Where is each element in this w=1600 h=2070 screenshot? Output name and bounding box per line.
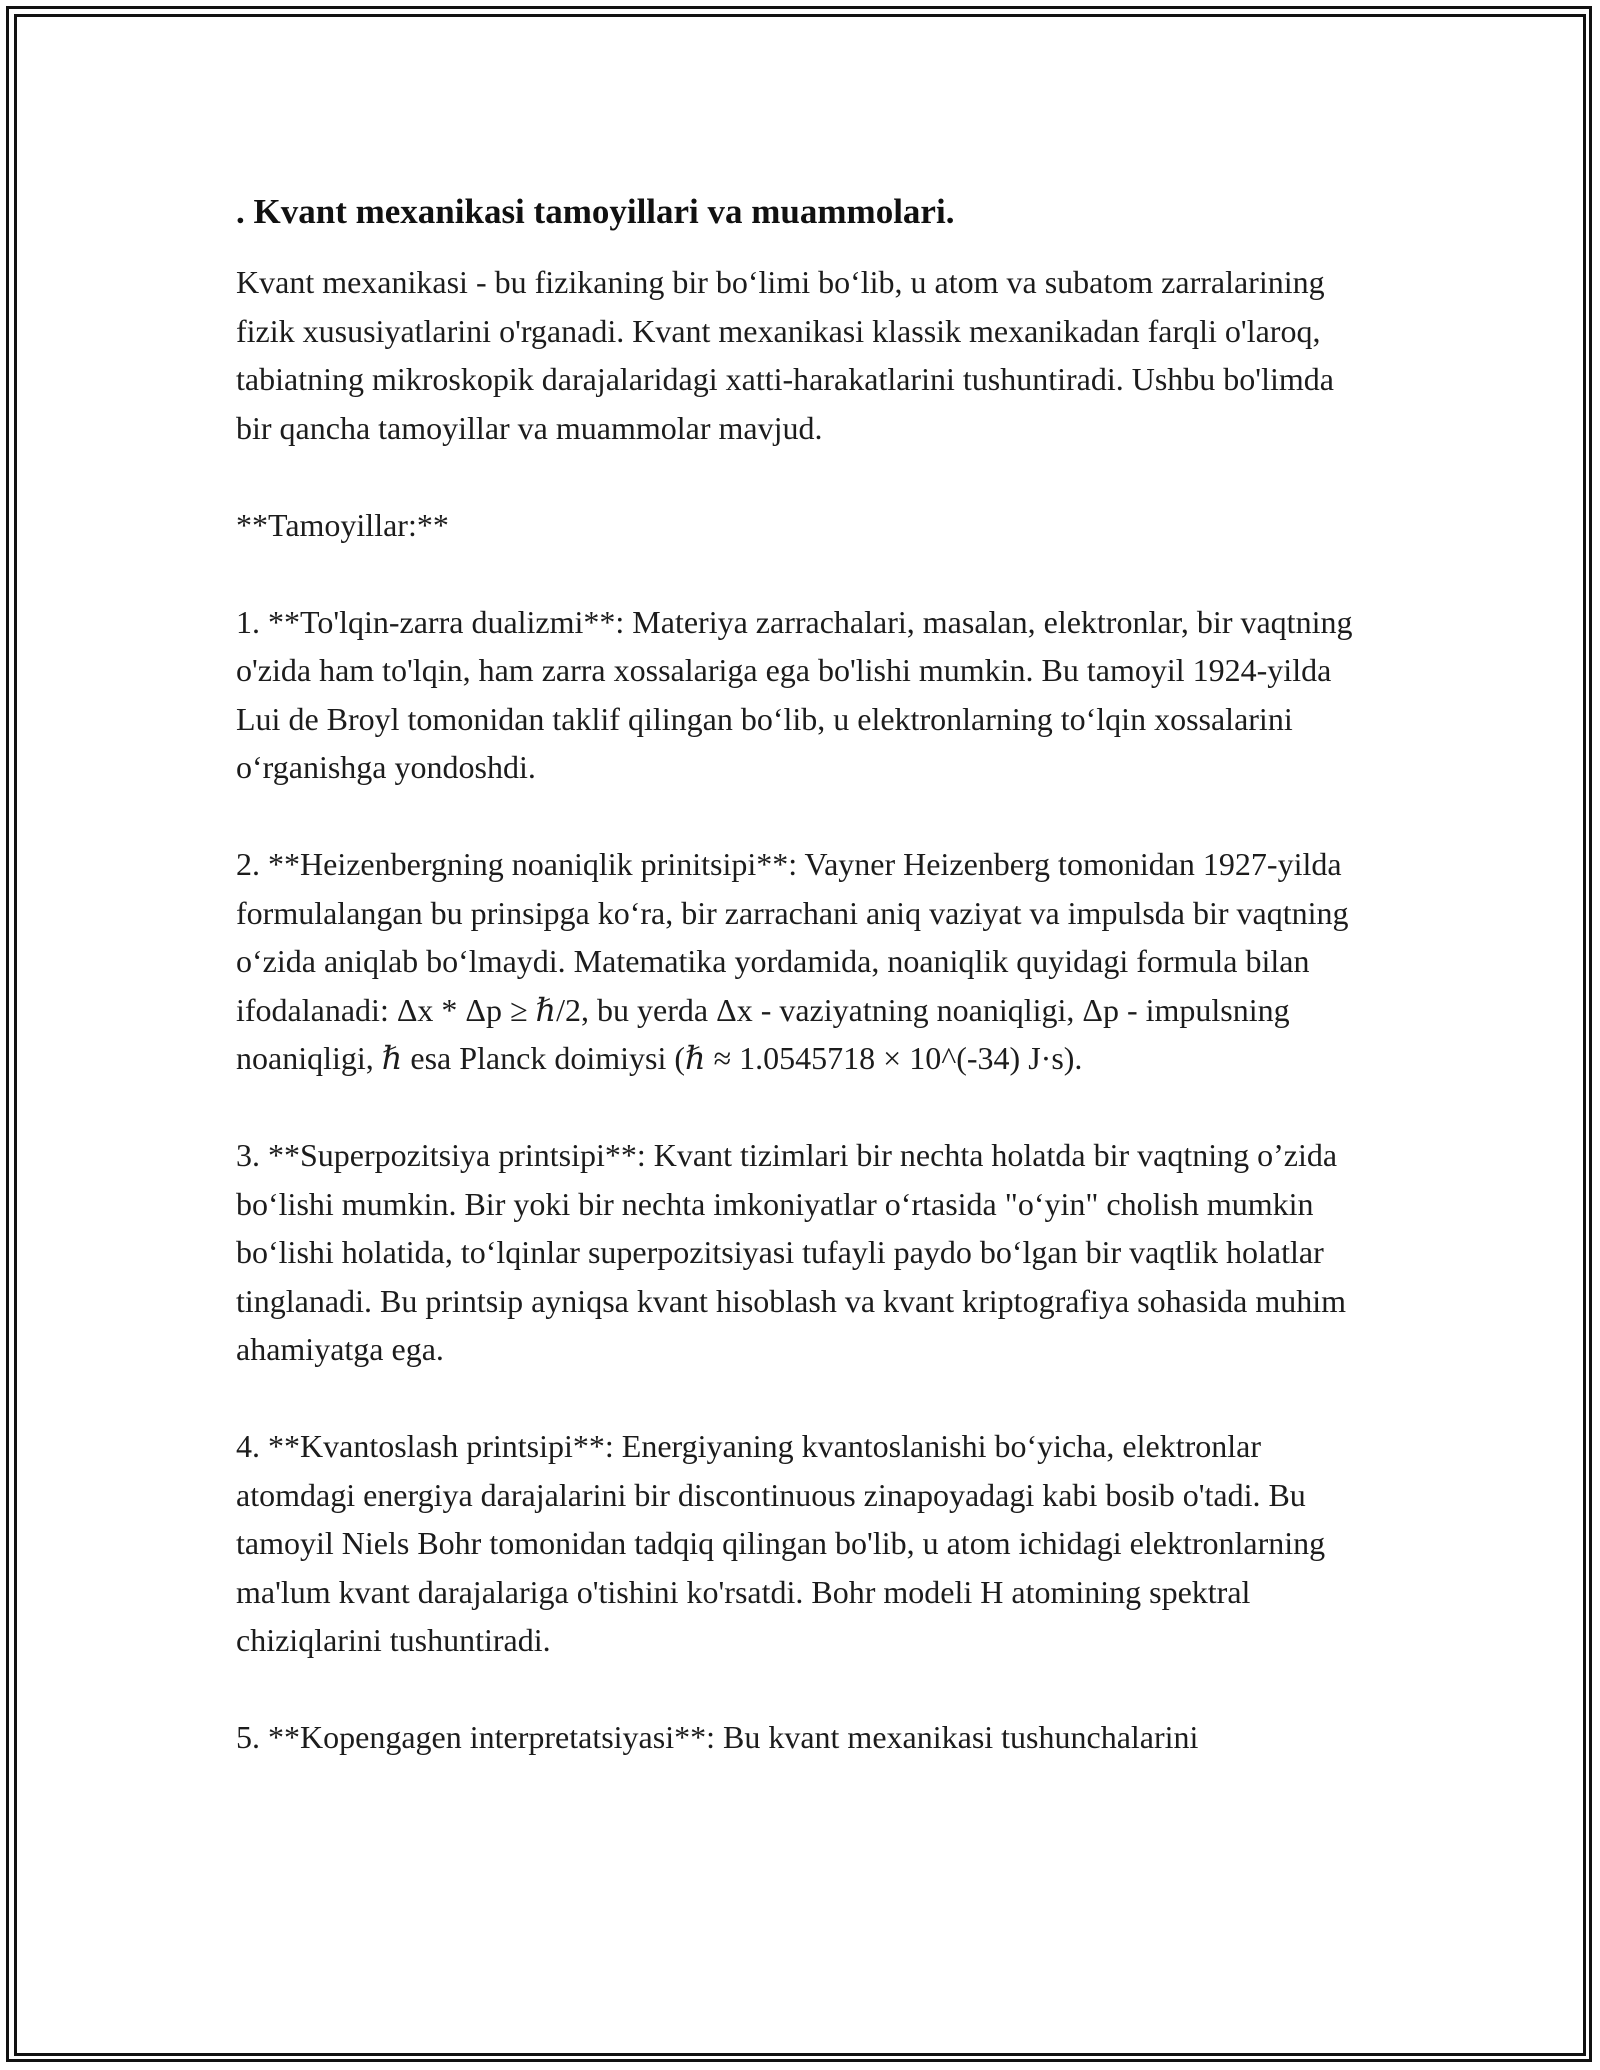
paragraph-uncertainty-principle: 2. **Heizenbergning noaniqlik prinitsipi**: Vayner Heizenberg tomonidan 1927-yilda formulalangan bu prinsipga ko‘ra, bir zarrachani aniq vaziyat va impulsda bir vaqtning o‘zida aniqlab bo‘lmaydi. Matematika yordamida, noaniqlik quyidagi formula bilan ifodalanadi: Δx * Δp ≥ ℏ/2, bu yerda Δx - vaziyatning noaniqligi, Δp - impulsning noaniqligi, ℏ esa Planck doimiysi (ℏ ≈ 1.0545718 × 10^(-34) J·s). (236, 846, 1349, 1076)
paragraph-quantization: 4. **Kvantoslash printsipi**: Energiyaning kvantoslanishi bo‘yicha, elektronlar atomdagi energiya darajalarini bir discontinuous zinapoyadagi kabi bosib o'tadi. Bu tamoyil Niels Bohr tomonidan tadqiq qilingan bo'lib, u atom ichidagi elektronlarning ma'lum kvant darajalariga o'tishini ko'rsatdi. Bohr modeli H atomining spektral chiziqlarini tushuntiradi. (236, 1428, 1326, 1658)
document-title: . Kvant mexanikasi tamoyillari va muammolari. (236, 192, 955, 231)
document-body (236, 188, 1366, 1762)
paragraph-copenhagen: 5. **Kopengagen interpretatsiyasi**: Bu kvant mexanikasi tushunchalarini (236, 1719, 1199, 1755)
paragraph-wave-particle-duality: 1. **To'lqin-zarra dualizmi**: Materiya zarrachalari, masalan, elektronlar, bir vaqtning o'zida ham to'lqin, ham zarra xossalariga ega bo'lishi mumkin. Bu tamoyil 1924-yilda Lui de Broyl tomonidan taklif qilingan bo‘lib, u elektronlarning to‘lqin xossalarini o‘rganishga yondoshdi. (236, 603, 1353, 785)
paragraph-principles-heading: **Tamoyillar:** (236, 506, 449, 543)
paragraph-intro: Kvant mexanikasi - bu fizikaning bir bo‘limi bo‘lib, u atom va subatom zarralarining fizik xususiyatlarini o'rganadi. Kvant mexanikasi klassik mexanikadan farqli o'laroq, tabiatning mikroskopik darajalaridagi xatti-harakatlarini tushuntiradi. Ushbu bo'limda bir qancha tamoyillar va muammolar mavjud. (236, 264, 1334, 446)
paragraph-superposition: 3. **Superpozitsiya printsipi**: Kvant tizimlari bir nechta holatda bir vaqtning o’zida bo‘lishi mumkin. Bir yoki bir nechta imkoniyatlar o‘rtasida "o‘yin" cholish mumkin bo‘lishi holatida, to‘lqinlar superpozitsiyasi tufayli paydo bo‘lgan bir vaqtlik holatlar tinglanadi. Bu printsip ayniqsa kvant hisoblash va kvant kriptografiya sohasida muhim ahamiyatga ega. (236, 1137, 1347, 1367)
